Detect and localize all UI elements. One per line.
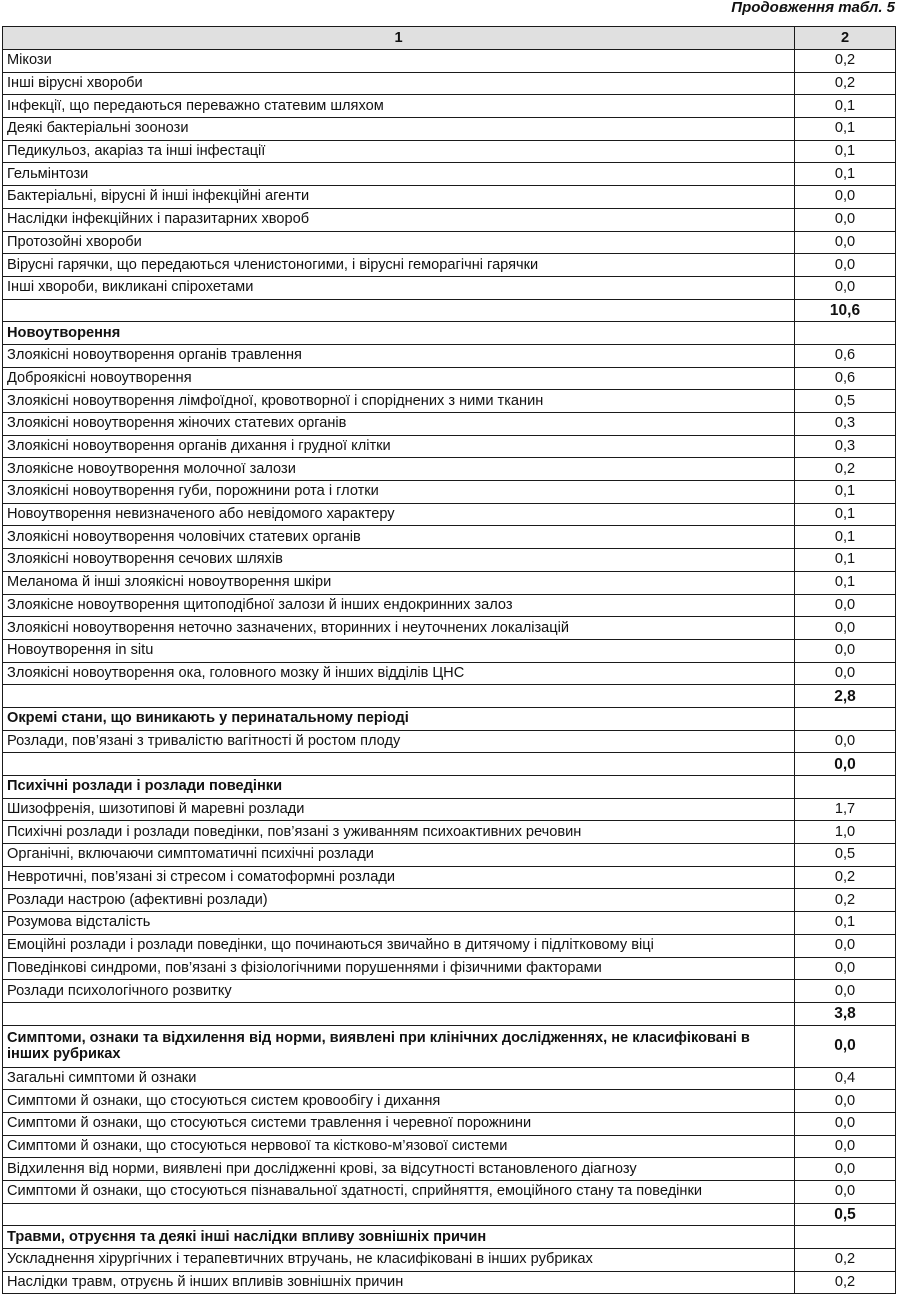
row-value: 0,0	[795, 934, 896, 957]
row-value: 0,0	[795, 276, 896, 299]
table-row	[3, 118, 896, 141]
row-name: Загальні симптоми й ознаки	[3, 1067, 795, 1090]
morbidity-table	[2, 26, 896, 1294]
row-value: 0,2	[795, 1271, 896, 1294]
row-name: Новоутворення невизначеного або невідомого характеру	[3, 503, 795, 526]
row-name: Злоякісні новоутворення органів травлення	[3, 344, 795, 367]
section-total-value: 0,5	[795, 1203, 896, 1226]
table-row	[3, 208, 896, 231]
section-total-value: 3,8	[795, 1002, 896, 1025]
section-header-row	[3, 776, 896, 799]
row-name: Симптоми й ознаки, що стосуються системи травлення і черевної порожнини	[3, 1112, 795, 1135]
table-row	[3, 276, 896, 299]
table-row	[3, 934, 896, 957]
table-row	[3, 1067, 896, 1090]
row-value: 0,4	[795, 1067, 896, 1090]
row-name: Розлади психологічного розвитку	[3, 980, 795, 1003]
total-label-empty	[3, 685, 795, 708]
table-row	[3, 866, 896, 889]
row-value: 0,0	[795, 980, 896, 1003]
table-row	[3, 1158, 896, 1181]
section-title: Окремі стани, що виникають у перинатальному періоді	[3, 707, 795, 730]
section-header-row	[3, 707, 896, 730]
table-row	[3, 1112, 896, 1135]
table-row	[3, 617, 896, 640]
row-name: Вірусні гарячки, що передаються членистоногими, і вірусні геморагічні гарячки	[3, 254, 795, 277]
section-value	[795, 776, 896, 799]
row-name: Протозойні хвороби	[3, 231, 795, 254]
row-name: Злоякісні новоутворення сечових шляхів	[3, 549, 795, 572]
row-value: 0,2	[795, 866, 896, 889]
total-label-empty	[3, 1002, 795, 1025]
row-value: 0,1	[795, 481, 896, 504]
row-name: Емоційні розлади і розлади поведінки, що починаються звичайно в дитячому і підлітковому віці	[3, 934, 795, 957]
section-header-row	[3, 1226, 896, 1249]
row-value: 0,0	[795, 231, 896, 254]
row-value: 0,0	[795, 186, 896, 209]
table-row	[3, 889, 896, 912]
table-row	[3, 571, 896, 594]
table-row	[3, 639, 896, 662]
row-name: Інші вірусні хвороби	[3, 72, 795, 95]
table-row	[3, 821, 896, 844]
row-name: Інфекції, що передаються переважно статевим шляхом	[3, 95, 795, 118]
row-value: 0,2	[795, 1249, 896, 1272]
table-row	[3, 50, 896, 73]
section-total-row	[3, 685, 896, 708]
row-value: 0,0	[795, 639, 896, 662]
table-row	[3, 844, 896, 867]
row-name: Симптоми й ознаки, що стосуються пізнавальної здатності, сприйняття, емоційного стану та поведінки	[3, 1181, 795, 1204]
row-name: Злоякісне новоутворення щитоподібної залози й інших ендокринних залоз	[3, 594, 795, 617]
section-value	[795, 1226, 896, 1249]
row-value: 0,3	[795, 435, 896, 458]
row-name: Доброякісні новоутворення	[3, 367, 795, 390]
table-row	[3, 798, 896, 821]
row-name: Наслідки інфекційних і паразитарних хвороб	[3, 208, 795, 231]
row-value: 0,0	[795, 617, 896, 640]
row-name: Злоякісні новоутворення жіночих статевих органів	[3, 413, 795, 436]
section-value	[795, 707, 896, 730]
row-name: Поведінкові синдроми, пов’язані з фізіологічними порушеннями і фізичними факторами	[3, 957, 795, 980]
table-row	[3, 957, 896, 980]
row-name: Психічні розлади і розлади поведінки, пов’язані з уживанням психоактивних речовин	[3, 821, 795, 844]
row-name: Педикульоз, акаріаз та інші інфестації	[3, 140, 795, 163]
row-name: Відхилення від норми, виявлені при дослідженні крові, за відсутності встановленого діагнозу	[3, 1158, 795, 1181]
row-value: 0,6	[795, 344, 896, 367]
table-row	[3, 344, 896, 367]
table-header-row	[3, 27, 896, 50]
row-name: Ускладнення хірургічних і терапевтичних втручань, не класифіковані в інших рубриках	[3, 1249, 795, 1272]
row-value: 0,5	[795, 390, 896, 413]
header-col-1: 1	[3, 27, 795, 50]
row-value: 0,0	[795, 254, 896, 277]
row-name: Деякі бактеріальні зоонози	[3, 118, 795, 141]
row-value: 0,3	[795, 413, 896, 436]
row-name: Злоякісні новоутворення губи, порожнини рота і глотки	[3, 481, 795, 504]
row-value: 0,2	[795, 458, 896, 481]
row-name: Органічні, включаючи симптоматичні психічні розлади	[3, 844, 795, 867]
table-row	[3, 231, 896, 254]
section-total-row	[3, 753, 896, 776]
row-value: 0,2	[795, 889, 896, 912]
table-row	[3, 254, 896, 277]
table-row	[3, 458, 896, 481]
table-row	[3, 481, 896, 504]
header-col-2: 2	[795, 27, 896, 50]
row-name: Гельмінтози	[3, 163, 795, 186]
row-value: 0,1	[795, 526, 896, 549]
row-name: Злоякісні новоутворення ока, головного мозку й інших відділів ЦНС	[3, 662, 795, 685]
table-row	[3, 140, 896, 163]
row-name: Злоякісні новоутворення чоловічих статевих органів	[3, 526, 795, 549]
table-row	[3, 912, 896, 935]
row-value: 1,7	[795, 798, 896, 821]
row-name: Розумова відсталість	[3, 912, 795, 935]
row-name: Бактеріальні, вірусні й інші інфекційні агенти	[3, 186, 795, 209]
table-row	[3, 367, 896, 390]
table-row	[3, 1249, 896, 1272]
row-name: Злоякісні новоутворення органів дихання і грудної клітки	[3, 435, 795, 458]
row-name: Шизофренія, шизотипові й маревні розлади	[3, 798, 795, 821]
row-value: 0,2	[795, 72, 896, 95]
row-value: 0,1	[795, 549, 896, 572]
table-row	[3, 549, 896, 572]
table-row	[3, 95, 896, 118]
section-title: Психічні розлади і розлади поведінки	[3, 776, 795, 799]
row-name: Мікози	[3, 50, 795, 73]
section-value	[795, 322, 896, 345]
row-name: Симптоми й ознаки, що стосуються нервової та кістково-м’язової системи	[3, 1135, 795, 1158]
table-row	[3, 186, 896, 209]
table-row	[3, 980, 896, 1003]
section-total-row	[3, 1002, 896, 1025]
section-header-row	[3, 1025, 896, 1067]
row-value: 0,1	[795, 118, 896, 141]
row-value: 1,0	[795, 821, 896, 844]
row-value: 0,1	[795, 95, 896, 118]
row-value: 0,0	[795, 1090, 896, 1113]
row-value: 0,5	[795, 844, 896, 867]
table-row	[3, 390, 896, 413]
row-value: 0,0	[795, 1158, 896, 1181]
table-caption: Продовження табл. 5	[731, 0, 895, 16]
table-row	[3, 526, 896, 549]
total-label-empty	[3, 1203, 795, 1226]
row-name: Невротичні, пов’язані зі стресом і соматоформні розлади	[3, 866, 795, 889]
total-label-empty	[3, 753, 795, 776]
row-value: 0,0	[795, 1181, 896, 1204]
table-row	[3, 503, 896, 526]
row-name: Розлади настрою (афективні розлади)	[3, 889, 795, 912]
section-total-value: 0,0	[795, 753, 896, 776]
row-value: 0,0	[795, 957, 896, 980]
row-value: 0,1	[795, 503, 896, 526]
table-row	[3, 730, 896, 753]
row-value: 0,1	[795, 912, 896, 935]
table-row	[3, 662, 896, 685]
row-value: 0,0	[795, 208, 896, 231]
row-value: 0,0	[795, 730, 896, 753]
row-name: Меланома й інші злоякісні новоутворення шкіри	[3, 571, 795, 594]
section-title: Травми, отруєння та деякі інші наслідки впливу зовнішніх причин	[3, 1226, 795, 1249]
table-row	[3, 413, 896, 436]
table-row	[3, 594, 896, 617]
section-total-row	[3, 1203, 896, 1226]
table-body	[3, 27, 896, 1294]
row-value: 0,2	[795, 50, 896, 73]
row-name: Злоякісне новоутворення молочної залози	[3, 458, 795, 481]
table-row	[3, 1135, 896, 1158]
table-row	[3, 435, 896, 458]
row-name: Інші хвороби, викликані спірохетами	[3, 276, 795, 299]
row-name: Злоякісні новоутворення неточно зазначених, вторинних і неуточнених локалізацій	[3, 617, 795, 640]
section-total-value: 10,6	[795, 299, 896, 322]
table-row	[3, 163, 896, 186]
section-title: Симптоми, ознаки та відхилення від норми, виявлені при клінічних дослідженнях, не класифіковані в інших рубриках	[3, 1025, 795, 1067]
row-name: Злоякісні новоутворення лімфоїдної, кровотворної і споріднених з ними тканин	[3, 390, 795, 413]
section-total-value: 2,8	[795, 685, 896, 708]
row-value: 0,0	[795, 662, 896, 685]
section-title: Новоутворення	[3, 322, 795, 345]
row-value: 0,1	[795, 163, 896, 186]
table-row	[3, 1181, 896, 1204]
row-value: 0,0	[795, 1135, 896, 1158]
row-value: 0,0	[795, 594, 896, 617]
row-value: 0,0	[795, 1112, 896, 1135]
section-header-row	[3, 322, 896, 345]
section-value: 0,0	[795, 1025, 896, 1067]
row-value: 0,1	[795, 571, 896, 594]
row-name: Розлади, пов’язані з тривалістю вагітності й ростом плоду	[3, 730, 795, 753]
total-label-empty	[3, 299, 795, 322]
row-name: Симптоми й ознаки, що стосуються систем кровообігу і дихання	[3, 1090, 795, 1113]
row-value: 0,6	[795, 367, 896, 390]
table-row	[3, 1090, 896, 1113]
section-total-row	[3, 299, 896, 322]
table-row	[3, 72, 896, 95]
row-name: Новоутворення in situ	[3, 639, 795, 662]
row-value: 0,1	[795, 140, 896, 163]
row-name: Наслідки травм, отруєнь й інших впливів зовнішніх причин	[3, 1271, 795, 1294]
